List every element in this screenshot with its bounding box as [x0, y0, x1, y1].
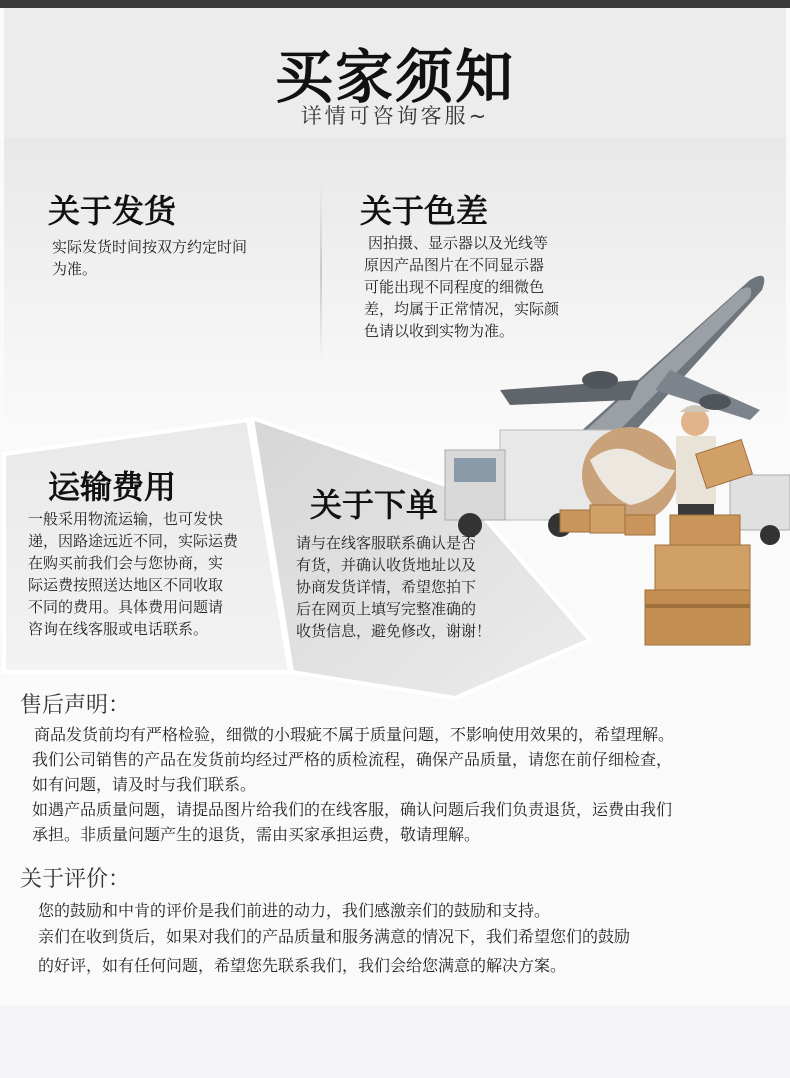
text-line: 原因产品图片在不同显示器	[364, 256, 545, 274]
aftersale-line: 我们公司销售的产品在发货前均经过严格的质检流程，确保产品质量，请您在前仔细检查，	[32, 750, 673, 769]
page-subtitle: 详情可咨询客服~	[300, 104, 490, 128]
review-line: 亲们在收到货后，如果对我们的产品质量和服务满意的情况下，我们希望您们的鼓励	[38, 927, 631, 946]
aftersale-line: 如遇产品质量问题，请提品图片给我们的在线客服，确认问题后我们负责退货，运费由我们	[32, 800, 673, 819]
shipping-heading: 关于发货	[48, 192, 177, 230]
review-line: 的好评，如有任何问题，希望您先联系我们，我们会给您满意的解决方案。	[38, 956, 567, 975]
text-line: 色请以收到实物为准。	[364, 322, 515, 340]
text-line: 差，均属于正常情况，实际颜	[364, 300, 560, 318]
aftersale-line: 承担。非质量问题产生的退货，需由买家承担运费，敬请理解。	[32, 825, 481, 844]
color-heading: 关于色差	[360, 192, 489, 230]
freight-heading: 运输费用	[48, 468, 177, 506]
review-heading: 关于评价：	[20, 867, 131, 892]
text-line: 不同的费用。具体费用问题请	[28, 598, 224, 616]
text-line: 在购买前我们会与您协商，实	[28, 554, 224, 572]
aftersale-heading: 售后声明：	[20, 693, 131, 718]
shipping-text	[52, 236, 247, 280]
top-bar	[0, 0, 790, 8]
text-line: 一般采用物流运输，也可发快	[28, 510, 224, 528]
page-title: 买家须知	[274, 43, 515, 111]
text-line: 为准。	[52, 260, 98, 278]
bottom-band	[0, 1005, 790, 1078]
text-line: 有货，并确认收货地址以及	[296, 556, 477, 574]
text-line: 请与在线客服联系确认是否	[296, 534, 477, 552]
review-line: 您的鼓励和中肯的评价是我们前进的动力，我们感激亲们的鼓励和支持。	[38, 901, 551, 920]
box-stack-icon	[645, 515, 750, 645]
text-line: 际运费按照送达地区不同收取	[28, 576, 224, 594]
aftersale-line: 如有问题，请及时与我们联系。	[32, 775, 257, 794]
text-line: 可能出现不同程度的细微色	[364, 278, 545, 296]
order-text	[296, 532, 491, 642]
text-line: 收货信息，避免修改，谢谢！	[296, 622, 492, 640]
text-line: 协商发货详情，希望您拍下	[296, 578, 477, 596]
vertical-divider	[320, 182, 322, 360]
text-line: 后在网页上填写完整准确的	[296, 600, 477, 618]
text-line: 实际发货时间按双方约定时间	[52, 238, 248, 256]
header-band	[4, 8, 786, 138]
text-line: 递，因路途远近不同，实际运费	[28, 532, 239, 550]
order-heading: 关于下单	[310, 486, 439, 524]
text-line: 咨询在线客服或电话联系。	[28, 620, 209, 638]
aftersale-line: 商品发货前均有严格检验，细微的小瑕疵不属于质量问题，不影响使用效果的，希望理解。	[34, 725, 675, 744]
delivery-illustration	[440, 260, 790, 660]
freight-text	[28, 508, 238, 640]
text-line: 因拍摄、显示器以及光线等	[368, 234, 549, 252]
